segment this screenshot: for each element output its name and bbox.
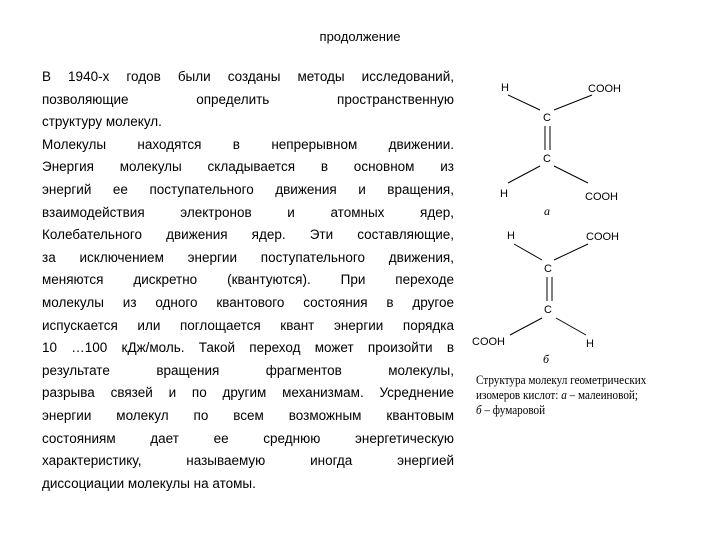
paragraph-line: за исключением энергии поступательного движения, xyxy=(42,249,454,265)
fumaric-carbon-2: C xyxy=(544,304,552,316)
caption-line xyxy=(476,372,686,387)
paragraph-line: позволяющие определить пространственную xyxy=(42,91,454,107)
paragraph-line: молекулы из одного квантового состояния в другое xyxy=(42,294,454,310)
paragraph-line: состояниям дает ее среднюю энергетическую xyxy=(42,430,454,446)
bond-line xyxy=(514,244,542,260)
main-paragraph xyxy=(42,66,454,495)
bond-line xyxy=(554,244,588,260)
paragraph-line: В 1940-х годов были созданы методы исследований, xyxy=(42,69,454,84)
maleic-carbon-1: C xyxy=(543,112,551,124)
maleic-carbon-2: C xyxy=(543,153,551,165)
fumaric-carbon-1: C xyxy=(544,263,552,275)
fumaric-label: б xyxy=(543,352,550,366)
caption-line xyxy=(476,387,686,402)
paragraph-line: Молекулы находятся в непрерывном движении. xyxy=(42,136,454,152)
caption-text: изомеров кислот: xyxy=(476,387,562,402)
paragraph-line: Энергия молекулы складывается в основном из xyxy=(42,159,454,175)
caption-label-b: б xyxy=(476,402,482,417)
fumaric-acid-structure xyxy=(472,230,619,366)
paragraph-line: испускается или поглощается квант энергии порядка xyxy=(42,317,454,333)
fumaric-bottom-right-atom: H xyxy=(586,338,594,350)
paragraph-line: результате вращения фрагментов молекулы, xyxy=(42,362,454,378)
maleic-label: а xyxy=(544,204,550,218)
header-title: продолжение xyxy=(319,29,401,44)
bond-line xyxy=(556,318,586,335)
fumaric-top-left-atom: H xyxy=(507,230,515,242)
bond-line xyxy=(510,318,542,335)
paragraph-line: энергий ее поступательного движения и вращения, xyxy=(42,181,454,197)
paragraph-line: разрыва связей и по другим механизмам. Усреднение xyxy=(42,385,454,401)
caption-text: Структура молекул геометрических xyxy=(476,372,647,387)
paragraph-line: структуру молекул. xyxy=(42,114,162,130)
paragraph-line: 10 …100 кДж/моль. Такой переход может произойти в xyxy=(42,340,454,356)
maleic-top-left-atom: H xyxy=(501,82,509,94)
caption-text: – малеиновой; xyxy=(566,387,639,402)
paragraph-line: диссоциации молекулы на атомы. xyxy=(42,475,256,491)
paragraph-line: Колебательного движения ядер. Эти составляющие, xyxy=(42,227,454,243)
bond-line xyxy=(508,166,540,183)
bond-line xyxy=(554,95,592,110)
caption-text: – фумаровой xyxy=(481,402,546,417)
maleic-bottom-right-group: COOH xyxy=(585,191,618,203)
caption-label-a: а xyxy=(561,387,567,402)
maleic-bottom-left-atom: H xyxy=(500,188,508,200)
paragraph-line: энергии молекул по всем возможным квантовым xyxy=(42,407,454,423)
maleic-top-right-group: COOH xyxy=(588,83,621,95)
paragraph-line: меняются дискретно (квантуются). При переходе xyxy=(42,272,454,288)
fumaric-bottom-left-group: COOH xyxy=(472,336,505,348)
paragraph-line: взаимодействия электронов и атомных ядер, xyxy=(42,204,454,220)
caption-line xyxy=(476,402,686,417)
figure-caption xyxy=(476,372,686,417)
paragraph-line: характеристику, называемую иногда энергией xyxy=(42,453,454,469)
maleic-acid-structure xyxy=(500,82,621,218)
fumaric-top-right-group: COOH xyxy=(586,231,619,243)
bond-line xyxy=(508,95,540,110)
bond-line xyxy=(554,166,588,183)
slide-header xyxy=(0,29,720,44)
